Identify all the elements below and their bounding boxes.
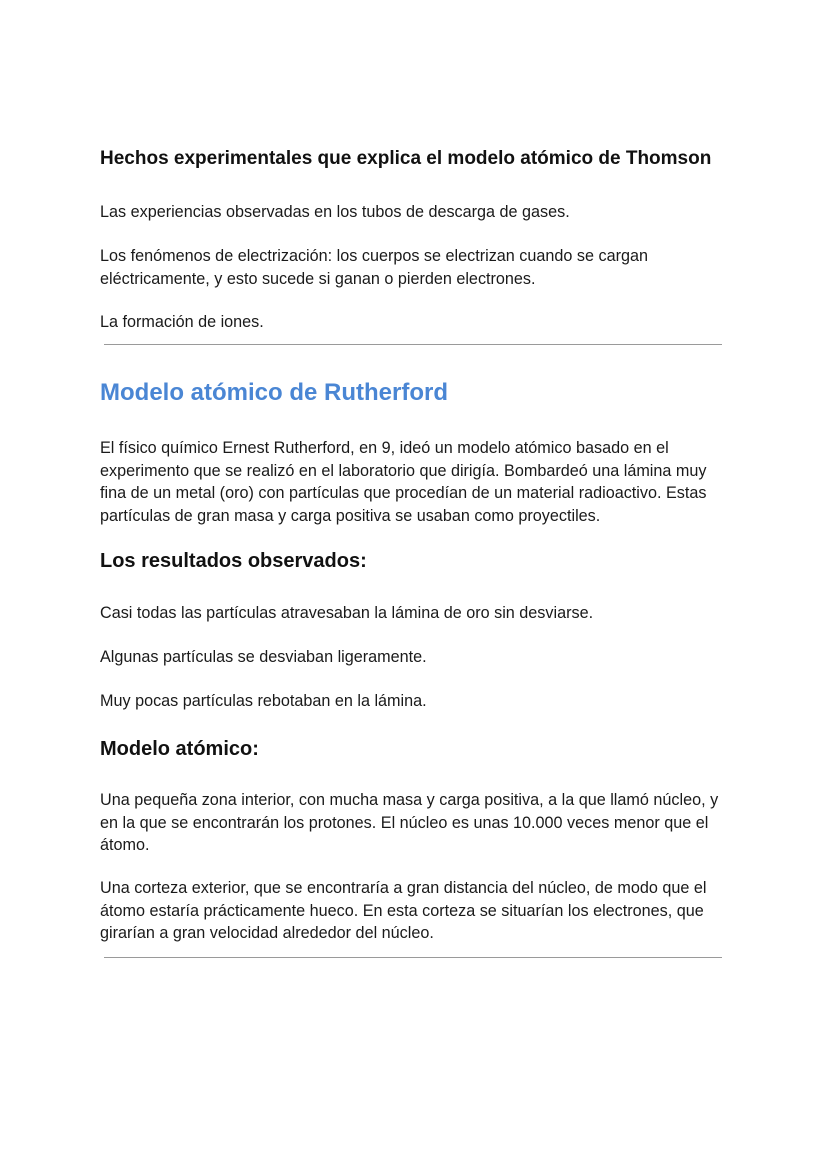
section-divider: [104, 344, 722, 345]
result-item-rebound: Muy pocas partículas rebotaban en la lámina.: [100, 692, 427, 710]
result-item-pass-through: Casi todas las partículas atravesaban la lámina de oro sin desviarse.: [100, 604, 594, 622]
model-heading: Modelo atómico:: [100, 738, 259, 760]
model-paragraph-nucleus: Una pequeña zona interior, con mucha masa y carga positiva, a la que llamó núcleo, y en la que se encontrarán los protones. El núcleo es unas 10.000 veces menor que el átomo.: [100, 791, 719, 854]
thomson-paragraph-gas-tubes: Las experiencias observadas en los tubos de descarga de gases.: [100, 203, 570, 221]
thomson-paragraph-ions: La formación de iones.: [100, 313, 264, 331]
model-paragraph-cortex: Una corteza exterior, que se encontraría a gran distancia del núcleo, de modo que el átomo estaría prácticamente hueco. En esta corteza se situarían los electrones, que girarían a gran velocidad alrededor del núcleo.: [100, 879, 707, 942]
thomson-heading: Hechos experimentales que explica el modelo atómico de Thomson: [100, 148, 712, 169]
results-heading: Los resultados observados:: [100, 550, 367, 572]
result-item-slight-deflection: Algunas partículas se desviaban ligeramente.: [100, 648, 427, 666]
bottom-divider: [104, 957, 722, 958]
rutherford-intro-paragraph: El físico químico Ernest Rutherford, en 9, ideó un modelo atómico basado en el experimento que se realizó en el laboratorio que dirigía. Bombardeó una lámina muy fina de un metal (oro) con partículas que procedían de un material radioactivo. Estas partículas de gran masa y carga positiva se usaban como proyectiles.: [100, 439, 707, 525]
rutherford-heading: Modelo atómico de Rutherford: [100, 379, 448, 406]
thomson-paragraph-electrization: Los fenómenos de electrización: los cuerpos se electrizan cuando se cargan eléctricamente, y esto sucede si ganan o pierden electrones.: [100, 247, 648, 288]
